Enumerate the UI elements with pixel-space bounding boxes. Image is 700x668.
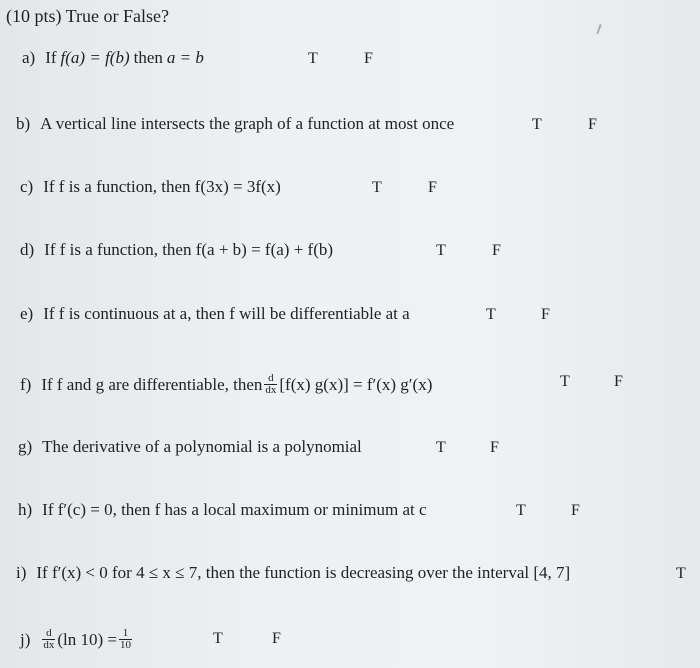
item-label: h)	[18, 500, 33, 519]
true-option[interactable]: T	[213, 630, 223, 647]
true-option[interactable]: T	[486, 306, 496, 323]
false-option[interactable]: F	[614, 373, 623, 390]
item-math2: a = b	[166, 48, 204, 67]
fraction-numerator: d	[46, 627, 52, 639]
item-label: b)	[16, 114, 31, 133]
item-label: a)	[22, 48, 36, 67]
item-f	[20, 373, 432, 396]
item-label: e)	[20, 304, 34, 323]
item-text: If f′(c) = 0, then f has a local maximum or minimum at c	[42, 500, 427, 519]
item-text: If f is a function, then f(3x) = 3f(x)	[43, 177, 281, 196]
item-label: d)	[20, 240, 35, 259]
item-c	[20, 177, 281, 197]
item-prefix: If	[45, 48, 57, 67]
true-option[interactable]: T	[560, 373, 570, 390]
derivative-fraction	[42, 628, 55, 651]
item-label: g)	[18, 437, 33, 456]
false-option[interactable]: F	[428, 179, 437, 196]
fraction-denominator: 10	[120, 639, 132, 651]
false-option[interactable]: F	[571, 502, 580, 519]
derivative-fraction	[264, 373, 277, 396]
value-fraction	[119, 628, 132, 651]
false-option[interactable]: F	[272, 630, 281, 647]
true-option[interactable]: T	[676, 565, 686, 582]
fraction-denominator: dx	[43, 639, 55, 651]
fraction-numerator: 1	[122, 627, 129, 639]
false-option[interactable]: F	[364, 50, 373, 67]
item-mid: then	[133, 48, 163, 67]
false-option[interactable]: F	[588, 116, 597, 133]
item-d	[20, 240, 333, 260]
item-text-before: If f and g are differentiable, then	[41, 374, 263, 394]
true-option[interactable]: T	[372, 179, 382, 196]
item-text: The derivative of a polynomial is a polynomial	[42, 437, 362, 456]
item-g	[18, 437, 362, 457]
item-label: f)	[20, 374, 32, 394]
pen-mark	[596, 24, 601, 34]
item-label: i)	[16, 563, 27, 582]
false-option[interactable]: F	[492, 242, 501, 259]
true-option[interactable]: T	[308, 50, 318, 67]
fraction-denominator: dx	[265, 384, 277, 396]
item-label: j)	[20, 629, 31, 649]
item-math: f(a) = f(b)	[60, 48, 130, 67]
item-text: If f′(x) < 0 for 4 ≤ x ≤ 7, then the function is decreasing over the interval [4, 7]	[36, 563, 571, 582]
item-b	[16, 114, 454, 134]
item-text: If f is continuous at a, then f will be differentiable at a	[43, 304, 410, 323]
item-e	[20, 304, 410, 324]
true-option[interactable]: T	[436, 242, 446, 259]
true-option[interactable]: T	[516, 502, 526, 519]
false-option[interactable]: F	[541, 306, 550, 323]
true-option[interactable]: T	[436, 439, 446, 456]
item-i	[16, 563, 570, 583]
false-option[interactable]: F	[490, 439, 499, 456]
item-text-after: [f(x) g(x)] = f′(x) g′(x)	[279, 374, 433, 394]
true-option[interactable]: T	[532, 116, 542, 133]
question-title: (10 pts) True or False?	[6, 6, 169, 26]
item-a	[22, 48, 204, 68]
item-text: A vertical line intersects the graph of a function at most once	[40, 114, 455, 133]
fraction-numerator: d	[268, 372, 274, 384]
item-label: c)	[20, 177, 34, 196]
item-h	[18, 500, 427, 520]
item-text-mid: (ln 10) =	[57, 629, 118, 649]
item-j	[20, 628, 134, 651]
item-text: If f is a function, then f(a + b) = f(a) + f(b)	[44, 240, 334, 259]
